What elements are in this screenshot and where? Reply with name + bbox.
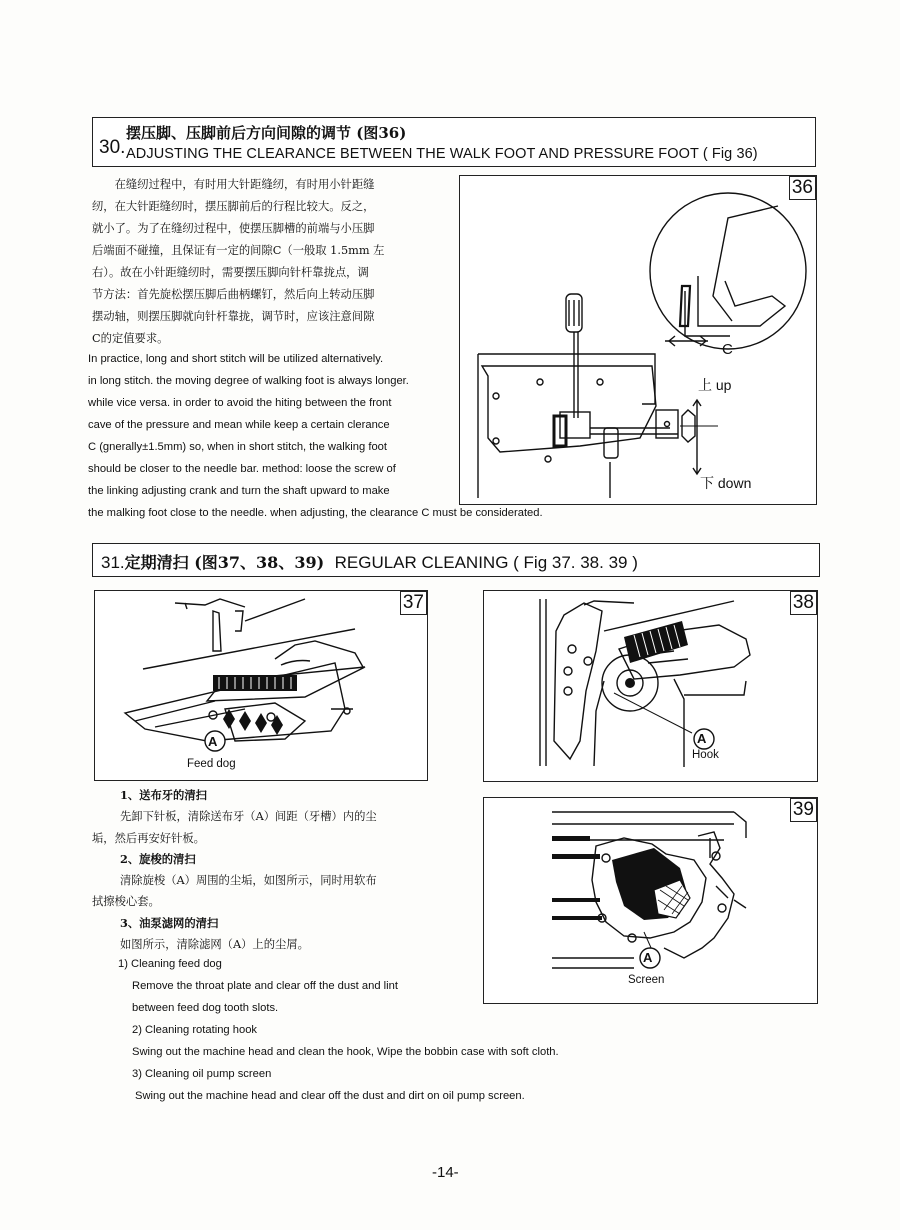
body-line-zh: 就小了。为了在缝纫过程中，使摆压脚槽的前端与小压脚 <box>92 222 375 235</box>
figure-37-marker: A <box>208 734 218 749</box>
page-number: -14- <box>432 1164 459 1181</box>
figure-36-number: 36 <box>789 176 816 200</box>
section-31-body-en <box>118 953 678 1107</box>
figure-37-number: 37 <box>400 591 427 615</box>
figure-37 <box>94 590 428 781</box>
figure-36-label-up: 上 up <box>698 377 732 393</box>
figure-38-illustration <box>484 591 817 781</box>
cleaning-line-zh: 拭擦梭心套。 <box>92 895 160 909</box>
cleaning-line-en: 1) Cleaning feed dog <box>118 958 222 970</box>
body-line-en: the linking adjusting crank and turn the shaft upward to make <box>88 485 390 497</box>
body-line-en: while vice versa. in order to avoid the hiting between the front <box>88 397 392 409</box>
figure-39-caption: Screen <box>628 974 665 986</box>
body-line-zh: C的定值要求。 <box>92 332 169 345</box>
cleaning-line-zh: 清除旋梭（A）周围的尘垢，如图所示，同时用软布 <box>120 874 377 888</box>
body-line-en: the malking foot close to the needle. when adjusting, the clearance C must be considerated. <box>88 507 543 519</box>
cleaning-line-en: Swing out the machine head and clear off the dust and dirt on oil pump screen. <box>135 1090 525 1102</box>
section-31-header <box>92 543 820 577</box>
section-30-title-en: ADJUSTING THE CLEARANCE BETWEEN THE WALK FOOT AND PRESSURE FOOT ( Fig 36) <box>126 146 758 162</box>
figure-39-marker: A <box>643 950 653 965</box>
section-31-title-row <box>101 550 638 573</box>
section-30-body-zh <box>92 174 452 350</box>
body-line-zh: 摆动轴，则摆压脚就向针杆靠拢，调节时，应该注意间隙 <box>92 310 375 323</box>
body-line-en: cave of the pressure and mean while keep a certain clerance <box>88 419 390 431</box>
figure-36 <box>459 175 817 505</box>
body-line-en: In practice, long and short stitch will be utilized alternatively. <box>88 353 384 365</box>
section-30-number: 30. <box>99 137 126 158</box>
figure-38 <box>483 590 818 782</box>
figure-38-marker: A <box>697 731 707 746</box>
section-31-title-en: REGULAR CLEANING ( Fig 37. 38. 39 ) <box>334 553 638 572</box>
section-31-number: 31. <box>101 553 125 572</box>
body-line-en: C (gnerally±1.5mm) so, when in short stitch, the walking foot <box>88 441 388 453</box>
cleaning-line-zh: 1、送布牙的清扫 <box>120 788 207 802</box>
figure-38-number: 38 <box>790 591 817 615</box>
figure-38-caption: Hook <box>692 749 719 761</box>
cleaning-line-zh: 先卸下针板，清除送布牙（A）间距（牙槽）内的尘 <box>120 810 377 824</box>
cleaning-line-zh: 3、油泵滤网的清扫 <box>120 915 219 930</box>
figure-37-caption: Feed dog <box>187 758 236 770</box>
body-line-zh: 在缝纫过程中，有时用大针距缝纫，有时用小针距缝 <box>114 178 375 191</box>
body-line-zh: 后端面不碰撞，且保证有一定的间隙C（一般取 1.5mm 左 <box>92 244 385 257</box>
cleaning-line-en: 2) Cleaning rotating hook <box>132 1024 258 1036</box>
body-line-zh: 节方法：首先旋松摆压脚后曲柄螺钉，然后向上转动压脚 <box>92 288 375 301</box>
cleaning-line-zh: 垢，然后再安好针板。 <box>92 831 205 845</box>
body-line-zh: 纫，在大针距缝纫时，摆压脚前后的行程比较大。反之， <box>92 200 375 213</box>
figure-36-illustration <box>460 176 816 504</box>
cleaning-line-en: between feed dog tooth slots. <box>132 1002 279 1014</box>
body-line-en: in long stitch. the moving degree of walking foot is always longer. <box>88 375 409 387</box>
section-31-body-zh <box>92 785 472 955</box>
body-line-zh: 右）。故在小针距缝纫时，需要摆压脚向针杆靠拢点，调 <box>92 266 369 279</box>
cleaning-line-zh: 如图所示，清除滤网（A）上的尘屑。 <box>120 938 309 952</box>
cleaning-line-zh: 2、旋梭的清扫 <box>120 851 196 866</box>
figure-37-illustration <box>95 591 427 780</box>
figure-39-number: 39 <box>790 798 817 822</box>
section-30-title-zh: 摆压脚、压脚前后方向间隙的调节 (图36) <box>126 124 407 142</box>
figure-36-label-c: C <box>722 341 733 358</box>
figure-36-label-down: 下 down <box>700 475 752 491</box>
cleaning-line-en: Swing out the machine head and clean the hook, Wipe the bobbin case with soft cloth. <box>132 1046 559 1058</box>
cleaning-line-en: 3) Cleaning oil pump screen <box>132 1068 272 1080</box>
cleaning-line-en: Remove the throat plate and clear off the dust and lint <box>132 980 398 992</box>
body-line-en: should be closer to the needle bar. method: loose the screw of <box>88 463 396 475</box>
section-31-title-zh: 定期清扫 (图37、38、39) <box>124 553 325 572</box>
section-30-header <box>92 117 816 167</box>
